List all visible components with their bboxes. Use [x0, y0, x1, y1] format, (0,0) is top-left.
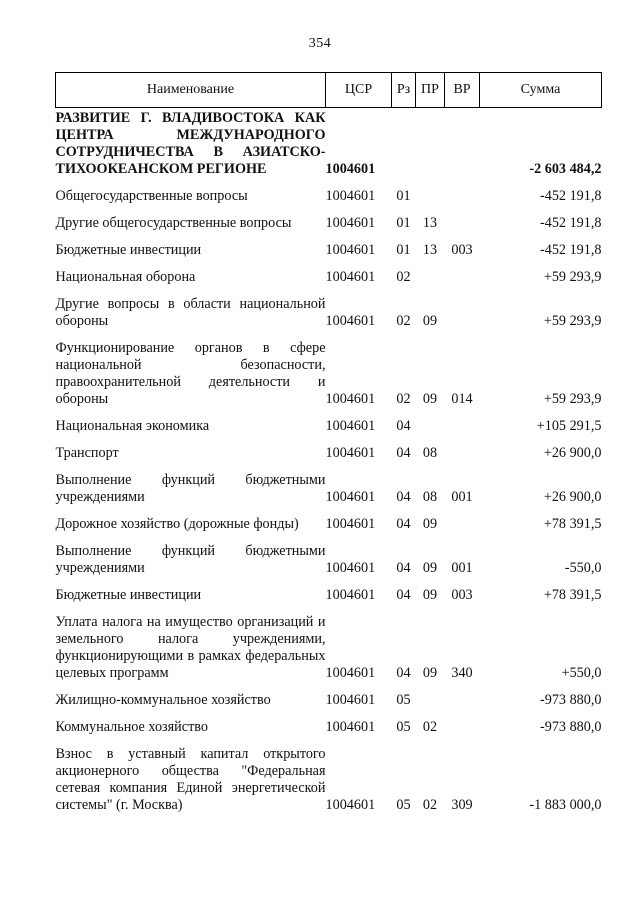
row-rz: 05	[396, 719, 411, 735]
row-sum: +26 900,0	[543, 489, 602, 505]
row-pr	[416, 108, 445, 181]
row-csr: 1004601	[325, 445, 376, 461]
row-vr	[445, 288, 480, 332]
row-csr: 1004601	[325, 560, 376, 576]
row-rz: 01	[396, 242, 411, 258]
row-rz: 04	[396, 445, 411, 461]
row-rz: 04	[396, 560, 411, 576]
table-row	[56, 579, 602, 606]
row-csr: 1004601	[325, 242, 376, 258]
table-row	[56, 464, 602, 508]
row-name: Транспорт	[55, 445, 119, 461]
row-rz: 04	[396, 489, 411, 505]
row-csr: 1004601	[325, 215, 376, 231]
row-pr: 09	[422, 313, 438, 329]
header-name: Наименование	[56, 73, 326, 108]
table-header-row	[56, 73, 602, 108]
row-pr: 02	[422, 719, 438, 735]
row-rz: 02	[396, 269, 411, 285]
row-name: Коммунальное хозяйство	[55, 719, 208, 735]
table-row	[56, 410, 602, 437]
table-row	[56, 535, 602, 579]
row-name: РАЗВИТИЕ Г. ВЛАДИВОСТОКА КАК ЦЕНТРА МЕЖДУНАРОДНОГО СОТРУДНИЧЕСТВА В АЗИАТСКО-ТИХООКЕАНСКОМ РЕГИОНЕ	[55, 110, 326, 177]
row-sum: -973 880,0	[540, 719, 602, 735]
row-vr	[445, 108, 480, 181]
row-name: Функционирование органов в сфере национальной безопасности, правоохранительной деятельности и обороны	[55, 340, 326, 407]
row-vr: 340	[451, 665, 473, 681]
row-vr	[445, 437, 480, 464]
row-sum: +78 391,5	[543, 516, 602, 532]
row-rz: 02	[396, 391, 411, 407]
table-row	[56, 108, 602, 181]
row-vr: 001	[451, 560, 473, 576]
row-sum: +59 293,9	[543, 391, 602, 407]
row-vr: 001	[451, 489, 473, 505]
row-pr: 02	[422, 797, 438, 813]
row-csr: 1004601	[325, 188, 376, 204]
row-pr	[416, 410, 445, 437]
row-pr	[416, 261, 445, 288]
row-csr: 1004601	[325, 418, 376, 434]
row-rz: 04	[396, 418, 411, 434]
row-sum: +550,0	[561, 665, 602, 681]
table-row	[56, 180, 602, 207]
table-row	[56, 684, 602, 711]
row-sum: -973 880,0	[540, 692, 602, 708]
row-name: Бюджетные инвестиции	[55, 242, 202, 258]
row-rz: 04	[396, 665, 411, 681]
row-sum: +105 291,5	[536, 418, 602, 434]
row-name: Дорожное хозяйство (дорожные фонды)	[55, 516, 299, 532]
row-vr	[445, 180, 480, 207]
header-vr: ВР	[445, 73, 480, 108]
header-sum: Сумма	[480, 73, 602, 108]
table-row	[56, 606, 602, 684]
row-sum: -550,0	[564, 560, 602, 576]
row-sum: -452 191,8	[540, 215, 602, 231]
row-pr: 09	[422, 391, 438, 407]
row-vr	[445, 684, 480, 711]
row-vr: 309	[451, 797, 473, 813]
row-sum: +26 900,0	[543, 445, 602, 461]
row-sum: +59 293,9	[543, 269, 602, 285]
table-row	[56, 508, 602, 535]
row-pr: 09	[422, 560, 438, 576]
row-csr: 1004601	[325, 161, 376, 177]
row-pr	[416, 684, 445, 711]
row-name: Общегосударственные вопросы	[55, 188, 248, 204]
row-name: Уплата налога на имущество организаций и земельного налога учреждениями, функционирующими в рамках федеральных целевых программ	[55, 614, 326, 681]
header-csr: ЦСР	[326, 73, 392, 108]
row-vr: 003	[451, 587, 473, 603]
row-rz: 04	[396, 587, 411, 603]
row-csr: 1004601	[325, 587, 376, 603]
row-csr: 1004601	[325, 269, 376, 285]
row-sum: -452 191,8	[540, 242, 602, 258]
row-pr: 08	[422, 445, 438, 461]
row-rz	[392, 108, 416, 181]
table-row	[56, 332, 602, 410]
row-csr: 1004601	[325, 719, 376, 735]
header-pr: ПР	[416, 73, 445, 108]
table-row	[56, 738, 602, 816]
row-pr	[416, 180, 445, 207]
row-vr	[445, 207, 480, 234]
row-sum: -1 883 000,0	[529, 797, 602, 813]
row-sum: +59 293,9	[543, 313, 602, 329]
row-csr: 1004601	[325, 489, 376, 505]
row-name: Другие общегосударственные вопросы	[55, 215, 292, 231]
row-name: Выполнение функций бюджетными учреждениями	[55, 472, 326, 505]
row-csr: 1004601	[325, 797, 376, 813]
row-pr: 13	[422, 215, 438, 231]
page-number: 354	[308, 36, 332, 51]
row-sum: -2 603 484,2	[529, 161, 602, 177]
row-rz: 02	[396, 313, 411, 329]
row-csr: 1004601	[325, 665, 376, 681]
row-pr: 09	[422, 516, 438, 532]
row-rz: 05	[396, 692, 411, 708]
table-row	[56, 261, 602, 288]
row-csr: 1004601	[325, 313, 376, 329]
row-vr	[445, 711, 480, 738]
row-sum: +78 391,5	[543, 587, 602, 603]
row-name: Выполнение функций бюджетными учреждениями	[55, 543, 326, 576]
row-name: Национальная оборона	[55, 269, 196, 285]
row-name: Жилищно-коммунальное хозяйство	[55, 692, 271, 708]
row-rz: 04	[396, 516, 411, 532]
row-vr	[445, 261, 480, 288]
row-name: Национальная экономика	[55, 418, 210, 434]
row-vr: 014	[451, 391, 473, 407]
row-pr: 09	[422, 665, 438, 681]
row-name: Бюджетные инвестиции	[55, 587, 202, 603]
table-row	[56, 207, 602, 234]
budget-table	[55, 72, 602, 816]
row-csr: 1004601	[325, 692, 376, 708]
row-vr	[445, 508, 480, 535]
row-vr	[445, 410, 480, 437]
table-row	[56, 234, 602, 261]
row-rz: 01	[396, 215, 411, 231]
row-csr: 1004601	[325, 391, 376, 407]
row-pr: 13	[422, 242, 438, 258]
row-rz: 01	[396, 188, 411, 204]
table-row	[56, 437, 602, 464]
table-row	[56, 711, 602, 738]
row-pr: 08	[422, 489, 438, 505]
row-sum: -452 191,8	[540, 188, 602, 204]
row-name: Взнос в уставный капитал открытого акционерного общества "Федеральная сетевая компания Единой энергетической системы" (г. Москва)	[55, 746, 326, 813]
row-name: Другие вопросы в области национальной обороны	[55, 296, 326, 329]
table-row	[56, 288, 602, 332]
row-vr: 003	[451, 242, 473, 258]
row-pr: 09	[422, 587, 438, 603]
row-csr: 1004601	[325, 516, 376, 532]
header-rz: Рз	[392, 73, 416, 108]
row-rz: 05	[396, 797, 411, 813]
